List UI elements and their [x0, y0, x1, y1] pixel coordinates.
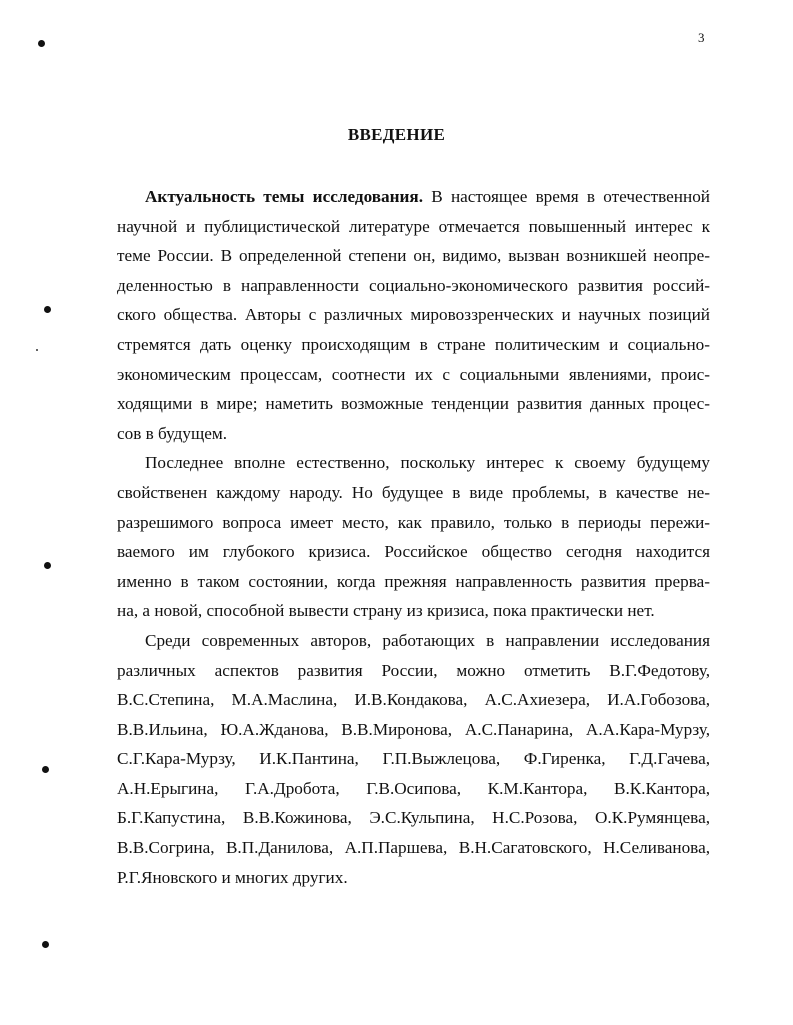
- paragraph-line: теме России. В определенной степени он, видимо, вызван возникшей неопре-: [117, 246, 710, 266]
- paragraph-line: Последнее вполне естественно, поскольку интерес к своему будущему: [145, 453, 710, 473]
- paragraph-line: стремятся дать оценку происходящим в стране политическим и социально-: [117, 334, 710, 354]
- paragraph-line: Среди современных авторов, работающих в направлении исследования: [145, 630, 710, 650]
- paragraph-line: ходящими в мире; наметить возможные тенденции развития данных процес-: [117, 394, 710, 414]
- paragraph-line: Р.Г.Яновского и многих других.: [117, 867, 348, 887]
- paragraph-line: С.Г.Кара-Мурзу, И.К.Пантина, Г.П.Выжлецова, Ф.Гиренка, Г.Д.Гачева,: [117, 749, 710, 769]
- paragraph-line: сов в будущем.: [117, 423, 228, 443]
- paragraph-line: разрешимого вопроса имеет место, как правило, только в периоды пережи-: [117, 512, 710, 532]
- paragraph-line: В.В.Ильина, Ю.А.Жданова, В.В.Миронова, А.С.Панарина, А.А.Кара-Мурзу,: [117, 719, 710, 739]
- binding-hole-dot: [44, 562, 51, 569]
- paragraph-line: различных аспектов развития России, можно отметить В.Г.Федотову,: [117, 660, 710, 680]
- paragraph-line: Б.Г.Капустина, В.В.Кожинова, Э.С.Кульпина, Н.С.Розова, О.К.Румянцева,: [117, 808, 710, 828]
- paragraph-line: [117, 182, 710, 212]
- paragraph-line: именно в таком состоянии, когда прежняя направленность развития прерва-: [117, 571, 710, 591]
- paragraph-line: научной и публицистической литературе отмечается повышенный интерес к: [117, 216, 710, 236]
- page-number: 3: [698, 30, 705, 45]
- binding-hole-dot: [38, 40, 45, 47]
- binding-hole-dot: [44, 306, 51, 313]
- line-text: В настоящее время в отечественной: [423, 187, 711, 206]
- paragraph-line: экономическим процессам, соотнести их с социальными явлениями, проис-: [117, 364, 710, 384]
- paragraph-line: деленностью в направленности социально-экономического развития россий-: [117, 275, 710, 295]
- paragraph-line: В.С.Степина, М.А.Маслина, И.В.Кондакова, А.С.Ахиезера, И.А.Гобозова,: [117, 690, 710, 710]
- binding-hole-dot: [42, 941, 49, 948]
- paragraph-lead: Актуальность темы исследования.: [145, 187, 424, 206]
- page-title: ВВЕДЕНИЕ: [347, 125, 446, 144]
- paragraph-line: В.В.Согрина, В.П.Данилова, А.П.Паршева, В.Н.Сагатовского, Н.Селиванова,: [117, 838, 710, 858]
- paragraph-line: ского общества. Авторы с различных мировоззренческих и научных позиций: [117, 305, 710, 325]
- body-text: [117, 182, 710, 892]
- paragraph-line: А.Н.Ерыгина, Г.А.Дробота, Г.В.Осипова, К.М.Кантора, В.К.Кантора,: [117, 778, 710, 798]
- paragraph-line: свойственен каждому народу. Но будущее в виде проблемы, в качестве не-: [117, 482, 710, 502]
- paragraph-line: ваемого им глубокого кризиса. Российское общество сегодня находится: [117, 542, 710, 562]
- scan-speck: [36, 349, 38, 351]
- paragraph-line: на, а новой, способной вывести страну из кризиса, пока практически нет.: [117, 601, 655, 621]
- binding-hole-dot: [42, 766, 49, 773]
